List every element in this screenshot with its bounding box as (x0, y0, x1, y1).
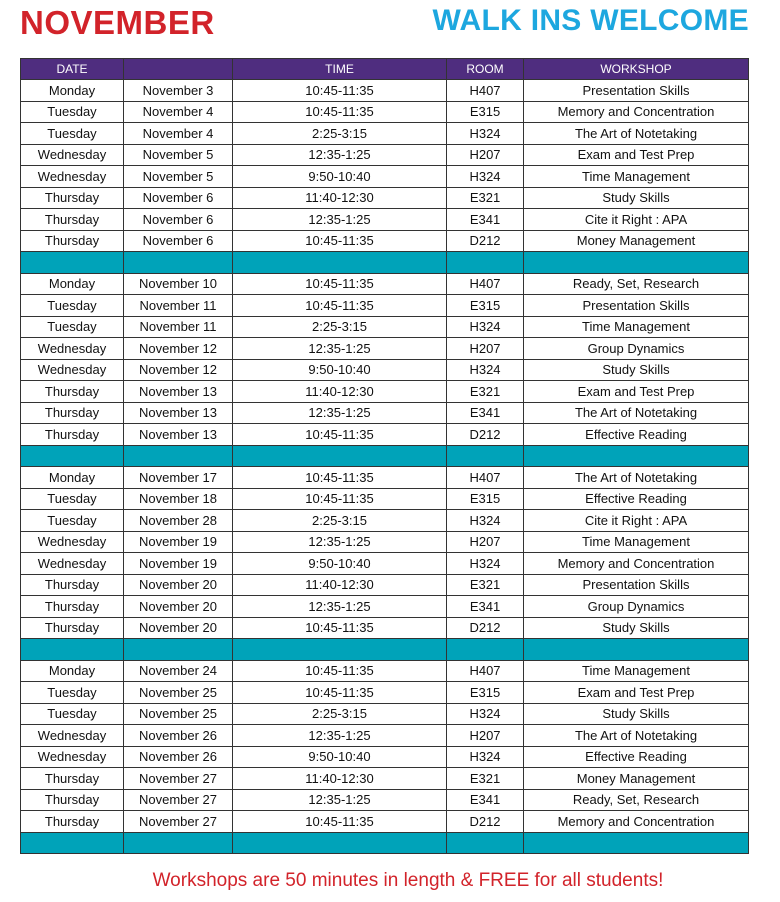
separator-cell (447, 639, 524, 661)
cell-room: E315 (447, 295, 524, 317)
cell-workshop: Presentation Skills (524, 80, 749, 102)
cell-time: 10:45-11:35 (233, 101, 447, 123)
cell-date: November 13 (124, 424, 233, 446)
table-row (21, 510, 749, 532)
cell-room: H324 (447, 746, 524, 768)
table-row (21, 725, 749, 747)
cell-room: E321 (447, 574, 524, 596)
table-row (21, 209, 749, 231)
table-row (21, 80, 749, 102)
cell-day: Wednesday (21, 746, 124, 768)
cell-time: 10:45-11:35 (233, 467, 447, 489)
cell-date: November 25 (124, 682, 233, 704)
cell-time: 2:25-3:15 (233, 510, 447, 532)
table-row (21, 789, 749, 811)
cell-workshop: Group Dynamics (524, 596, 749, 618)
separator-cell (524, 445, 749, 467)
cell-workshop: Group Dynamics (524, 338, 749, 360)
table-row (21, 596, 749, 618)
cell-day: Tuesday (21, 295, 124, 317)
cell-workshop: Effective Reading (524, 746, 749, 768)
separator-cell (21, 639, 124, 661)
table-row (21, 811, 749, 833)
cell-time: 2:25-3:15 (233, 123, 447, 145)
table-row (21, 531, 749, 553)
column-header-workshop: WORKSHOP (524, 59, 749, 80)
cell-time: 2:25-3:15 (233, 703, 447, 725)
cell-workshop: Ready, Set, Research (524, 789, 749, 811)
cell-date: November 27 (124, 811, 233, 833)
table-row (21, 553, 749, 575)
separator-cell (124, 639, 233, 661)
cell-day: Tuesday (21, 123, 124, 145)
table-row (21, 187, 749, 209)
cell-day: Thursday (21, 424, 124, 446)
table-row (21, 488, 749, 510)
cell-time: 12:35-1:25 (233, 209, 447, 231)
cell-date: November 6 (124, 209, 233, 231)
cell-room: H407 (447, 660, 524, 682)
cell-day: Thursday (21, 596, 124, 618)
cell-room: H324 (447, 359, 524, 381)
cell-room: D212 (447, 617, 524, 639)
table-row (21, 359, 749, 381)
cell-date: November 12 (124, 359, 233, 381)
cell-day: Thursday (21, 187, 124, 209)
cell-room: E341 (447, 789, 524, 811)
cell-date: November 4 (124, 123, 233, 145)
separator-cell (124, 445, 233, 467)
cell-time: 10:45-11:35 (233, 660, 447, 682)
cell-workshop: Time Management (524, 531, 749, 553)
cell-date: November 20 (124, 596, 233, 618)
table-row (21, 230, 749, 252)
cell-date: November 27 (124, 789, 233, 811)
cell-day: Wednesday (21, 166, 124, 188)
cell-day: Monday (21, 467, 124, 489)
column-header-room: ROOM (447, 59, 524, 80)
cell-day: Tuesday (21, 703, 124, 725)
column-header-date: DATE (21, 59, 124, 80)
cell-workshop: Study Skills (524, 617, 749, 639)
cell-date: November 11 (124, 316, 233, 338)
cell-time: 11:40-12:30 (233, 381, 447, 403)
cell-day: Monday (21, 660, 124, 682)
cell-day: Thursday (21, 574, 124, 596)
column-header-blank (124, 59, 233, 80)
cell-date: November 10 (124, 273, 233, 295)
cell-date: November 20 (124, 617, 233, 639)
separator-cell (524, 832, 749, 854)
table-row (21, 768, 749, 790)
cell-date: November 18 (124, 488, 233, 510)
cell-day: Tuesday (21, 682, 124, 704)
cell-workshop: Memory and Concentration (524, 553, 749, 575)
table-row (21, 574, 749, 596)
cell-date: November 27 (124, 768, 233, 790)
separator-cell (233, 639, 447, 661)
cell-room: H324 (447, 703, 524, 725)
cell-workshop: Memory and Concentration (524, 101, 749, 123)
cell-date: November 3 (124, 80, 233, 102)
separator-cell (447, 252, 524, 274)
cell-day: Thursday (21, 789, 124, 811)
cell-room: H407 (447, 80, 524, 102)
cell-room: E341 (447, 596, 524, 618)
cell-time: 12:35-1:25 (233, 596, 447, 618)
cell-time: 12:35-1:25 (233, 338, 447, 360)
separator-cell (233, 445, 447, 467)
week-separator-row (21, 252, 749, 274)
cell-date: November 19 (124, 553, 233, 575)
cell-time: 12:35-1:25 (233, 402, 447, 424)
table-row (21, 660, 749, 682)
cell-day: Monday (21, 80, 124, 102)
cell-workshop: Effective Reading (524, 424, 749, 446)
cell-date: November 13 (124, 402, 233, 424)
table-row (21, 166, 749, 188)
cell-workshop: The Art of Notetaking (524, 123, 749, 145)
cell-workshop: Effective Reading (524, 488, 749, 510)
cell-time: 12:35-1:25 (233, 789, 447, 811)
cell-room: E321 (447, 381, 524, 403)
cell-room: H207 (447, 725, 524, 747)
footer-note: Workshops are 50 minutes in length & FREE for all students! (152, 870, 664, 891)
cell-day: Thursday (21, 381, 124, 403)
cell-day: Thursday (21, 768, 124, 790)
cell-time: 12:35-1:25 (233, 144, 447, 166)
cell-workshop: Time Management (524, 166, 749, 188)
separator-cell (21, 832, 124, 854)
table-row (21, 467, 749, 489)
cell-workshop: Exam and Test Prep (524, 682, 749, 704)
cell-room: E315 (447, 101, 524, 123)
cell-room: E315 (447, 488, 524, 510)
cell-day: Wednesday (21, 359, 124, 381)
separator-cell (524, 639, 749, 661)
cell-room: D212 (447, 230, 524, 252)
cell-time: 9:50-10:40 (233, 166, 447, 188)
table-row (21, 144, 749, 166)
cell-day: Thursday (21, 402, 124, 424)
cell-room: D212 (447, 424, 524, 446)
cell-time: 10:45-11:35 (233, 682, 447, 704)
table-row (21, 295, 749, 317)
cell-day: Wednesday (21, 553, 124, 575)
cell-workshop: Memory and Concentration (524, 811, 749, 833)
cell-room: H324 (447, 316, 524, 338)
separator-cell (447, 832, 524, 854)
workshop-schedule-table (20, 58, 749, 854)
cell-workshop: Presentation Skills (524, 295, 749, 317)
cell-room: E341 (447, 209, 524, 231)
cell-day: Wednesday (21, 531, 124, 553)
table-header-row (21, 59, 749, 80)
cell-date: November 11 (124, 295, 233, 317)
cell-workshop: Study Skills (524, 359, 749, 381)
cell-workshop: Study Skills (524, 703, 749, 725)
table-row (21, 424, 749, 446)
cell-date: November 19 (124, 531, 233, 553)
table-row (21, 381, 749, 403)
cell-day: Tuesday (21, 316, 124, 338)
cell-room: E321 (447, 768, 524, 790)
cell-date: November 26 (124, 725, 233, 747)
cell-room: H207 (447, 144, 524, 166)
cell-date: November 13 (124, 381, 233, 403)
week-separator-row (21, 832, 749, 854)
page-title-month: NOVEMBER (20, 4, 215, 41)
cell-day: Tuesday (21, 488, 124, 510)
cell-time: 12:35-1:25 (233, 725, 447, 747)
cell-workshop: The Art of Notetaking (524, 467, 749, 489)
cell-time: 10:45-11:35 (233, 230, 447, 252)
separator-cell (233, 252, 447, 274)
cell-day: Thursday (21, 209, 124, 231)
separator-cell (524, 252, 749, 274)
cell-room: H324 (447, 510, 524, 532)
separator-cell (124, 832, 233, 854)
cell-day: Tuesday (21, 101, 124, 123)
cell-day: Tuesday (21, 510, 124, 532)
cell-workshop: The Art of Notetaking (524, 402, 749, 424)
week-separator-row (21, 445, 749, 467)
cell-workshop: Exam and Test Prep (524, 144, 749, 166)
cell-room: H407 (447, 273, 524, 295)
cell-date: November 5 (124, 166, 233, 188)
cell-room: E321 (447, 187, 524, 209)
cell-day: Wednesday (21, 338, 124, 360)
table-row (21, 617, 749, 639)
cell-workshop: Cite it Right : APA (524, 510, 749, 532)
table-row (21, 316, 749, 338)
cell-time: 10:45-11:35 (233, 80, 447, 102)
cell-day: Thursday (21, 811, 124, 833)
cell-day: Monday (21, 273, 124, 295)
table-row (21, 273, 749, 295)
separator-cell (124, 252, 233, 274)
cell-time: 12:35-1:25 (233, 531, 447, 553)
cell-workshop: Money Management (524, 230, 749, 252)
cell-date: November 5 (124, 144, 233, 166)
cell-date: November 26 (124, 746, 233, 768)
column-header-time: TIME (233, 59, 447, 80)
table-row (21, 682, 749, 704)
cell-time: 9:50-10:40 (233, 553, 447, 575)
cell-date: November 17 (124, 467, 233, 489)
cell-room: D212 (447, 811, 524, 833)
cell-time: 10:45-11:35 (233, 295, 447, 317)
cell-workshop: Presentation Skills (524, 574, 749, 596)
schedule-body (21, 80, 749, 854)
cell-date: November 4 (124, 101, 233, 123)
cell-workshop: Study Skills (524, 187, 749, 209)
cell-time: 10:45-11:35 (233, 424, 447, 446)
cell-room: H407 (447, 467, 524, 489)
table-row (21, 101, 749, 123)
table-row (21, 402, 749, 424)
cell-time: 10:45-11:35 (233, 617, 447, 639)
cell-time: 11:40-12:30 (233, 574, 447, 596)
cell-workshop: Ready, Set, Research (524, 273, 749, 295)
cell-time: 11:40-12:30 (233, 187, 447, 209)
cell-time: 10:45-11:35 (233, 811, 447, 833)
cell-date: November 20 (124, 574, 233, 596)
cell-day: Thursday (21, 617, 124, 639)
cell-date: November 6 (124, 230, 233, 252)
separator-cell (21, 252, 124, 274)
cell-date: November 12 (124, 338, 233, 360)
cell-time: 10:45-11:35 (233, 273, 447, 295)
walk-ins-banner: WALK INS WELCOME (432, 4, 749, 37)
cell-date: November 6 (124, 187, 233, 209)
separator-cell (21, 445, 124, 467)
cell-day: Thursday (21, 230, 124, 252)
table-row (21, 338, 749, 360)
cell-date: November 25 (124, 703, 233, 725)
cell-room: H324 (447, 123, 524, 145)
cell-workshop: Time Management (524, 316, 749, 338)
cell-room: H207 (447, 338, 524, 360)
cell-date: November 24 (124, 660, 233, 682)
separator-cell (233, 832, 447, 854)
cell-room: E315 (447, 682, 524, 704)
week-separator-row (21, 639, 749, 661)
cell-time: 2:25-3:15 (233, 316, 447, 338)
cell-workshop: The Art of Notetaking (524, 725, 749, 747)
cell-time: 9:50-10:40 (233, 359, 447, 381)
cell-workshop: Cite it Right : APA (524, 209, 749, 231)
table-row (21, 703, 749, 725)
cell-date: November 28 (124, 510, 233, 532)
cell-day: Wednesday (21, 144, 124, 166)
cell-workshop: Time Management (524, 660, 749, 682)
cell-room: H324 (447, 553, 524, 575)
separator-cell (447, 445, 524, 467)
cell-room: E341 (447, 402, 524, 424)
cell-time: 9:50-10:40 (233, 746, 447, 768)
cell-room: H207 (447, 531, 524, 553)
table-row (21, 123, 749, 145)
cell-room: H324 (447, 166, 524, 188)
table-row (21, 746, 749, 768)
cell-workshop: Money Management (524, 768, 749, 790)
cell-time: 11:40-12:30 (233, 768, 447, 790)
cell-day: Wednesday (21, 725, 124, 747)
cell-time: 10:45-11:35 (233, 488, 447, 510)
cell-workshop: Exam and Test Prep (524, 381, 749, 403)
